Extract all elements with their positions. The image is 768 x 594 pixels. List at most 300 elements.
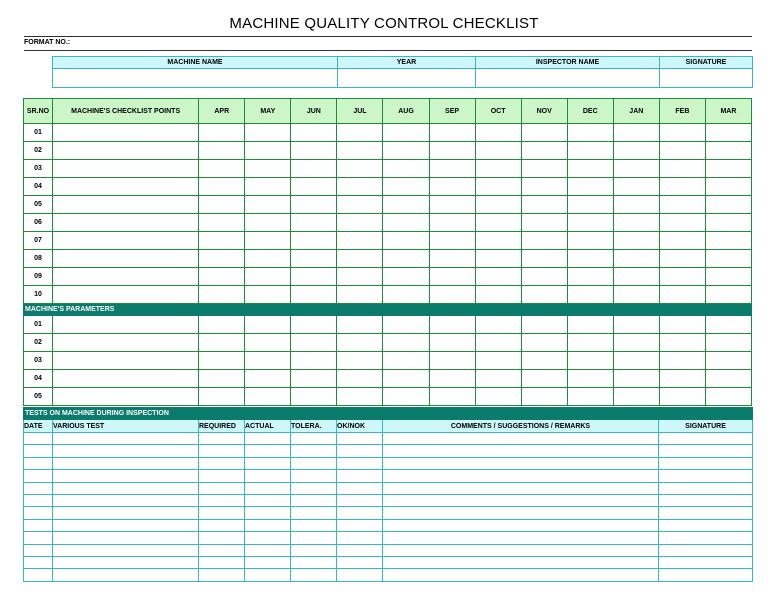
- parameter-cell-may[interactable]: [245, 316, 291, 334]
- checklist-cell-oct[interactable]: [475, 178, 521, 196]
- checklist-cell-oct[interactable]: [475, 232, 521, 250]
- checklist-cell-jun[interactable]: [291, 196, 337, 214]
- test-comments-cell[interactable]: [383, 433, 659, 445]
- checklist-cell-nov[interactable]: [521, 214, 567, 232]
- checklist-cell-oct[interactable]: [475, 142, 521, 160]
- parameter-cell-nov[interactable]: [521, 352, 567, 370]
- required-header: REQUIRED: [199, 420, 245, 433]
- test-various-test-cell[interactable]: [53, 457, 199, 469]
- checklist-cell-nov[interactable]: [521, 178, 567, 196]
- test-date-cell[interactable]: [24, 544, 53, 556]
- test-signature-cell[interactable]: [659, 532, 753, 544]
- parameter-cell-jan[interactable]: [613, 352, 659, 370]
- checklist-cell-feb[interactable]: [659, 268, 705, 286]
- test-actual-cell[interactable]: [245, 433, 291, 445]
- checklist-cell-sep[interactable]: [429, 286, 475, 304]
- parameter-cell-sep[interactable]: [429, 334, 475, 352]
- test-various-test-cell[interactable]: [53, 433, 199, 445]
- test-required-cell[interactable]: [199, 457, 245, 469]
- checklist-cell-apr[interactable]: [199, 124, 245, 142]
- checklist-cell-apr[interactable]: [199, 178, 245, 196]
- checklist-cell-aug[interactable]: [383, 232, 429, 250]
- checklist-cell-aug[interactable]: [383, 160, 429, 178]
- parameter-cell-oct[interactable]: [475, 316, 521, 334]
- checklist-cell-mar[interactable]: [705, 250, 751, 268]
- test-signature-cell[interactable]: [659, 482, 753, 494]
- checklist-cell-jan[interactable]: [613, 178, 659, 196]
- checklist-cell-mar[interactable]: [705, 232, 751, 250]
- checklist-cell-dec[interactable]: [567, 286, 613, 304]
- checklist-cell-nov[interactable]: [521, 124, 567, 142]
- test-comments-cell[interactable]: [383, 569, 659, 581]
- test-ok-nok-cell[interactable]: [337, 445, 383, 457]
- inspector-name-field[interactable]: [476, 69, 660, 88]
- parameter-point-cell[interactable]: [53, 352, 199, 370]
- checklist-cell-jul[interactable]: [337, 214, 383, 232]
- test-signature-cell[interactable]: [659, 470, 753, 482]
- checklist-cell-jul[interactable]: [337, 232, 383, 250]
- parameter-cell-nov[interactable]: [521, 388, 567, 406]
- parameter-cell-dec[interactable]: [567, 388, 613, 406]
- checklist-cell-oct[interactable]: [475, 160, 521, 178]
- test-tolerance-cell[interactable]: [291, 470, 337, 482]
- checklist-cell-feb[interactable]: [659, 286, 705, 304]
- test-required-cell[interactable]: [199, 532, 245, 544]
- test-actual-cell[interactable]: [245, 556, 291, 568]
- checklist-cell-jun[interactable]: [291, 232, 337, 250]
- checklist-point-cell[interactable]: [53, 196, 199, 214]
- parameter-cell-sep[interactable]: [429, 370, 475, 388]
- checklist-point-cell[interactable]: [53, 268, 199, 286]
- checklist-cell-mar[interactable]: [705, 214, 751, 232]
- test-required-cell[interactable]: [199, 445, 245, 457]
- test-tolerance-cell[interactable]: [291, 433, 337, 445]
- checklist-cell-sep[interactable]: [429, 160, 475, 178]
- parameter-cell-apr[interactable]: [199, 352, 245, 370]
- test-ok-nok-cell[interactable]: [337, 544, 383, 556]
- parameter-cell-sep[interactable]: [429, 352, 475, 370]
- parameter-cell-dec[interactable]: [567, 334, 613, 352]
- parameter-cell-jan[interactable]: [613, 316, 659, 334]
- checklist-cell-feb[interactable]: [659, 160, 705, 178]
- parameter-point-cell[interactable]: [53, 370, 199, 388]
- checklist-point-cell[interactable]: [53, 232, 199, 250]
- checklist-cell-jan[interactable]: [613, 232, 659, 250]
- checklist-cell-apr[interactable]: [199, 160, 245, 178]
- checklist-cell-jul[interactable]: [337, 196, 383, 214]
- parameter-cell-mar[interactable]: [705, 388, 751, 406]
- parameter-cell-feb[interactable]: [659, 334, 705, 352]
- checklist-cell-sep[interactable]: [429, 124, 475, 142]
- test-various-test-cell[interactable]: [53, 544, 199, 556]
- checklist-cell-may[interactable]: [245, 142, 291, 160]
- test-various-test-cell[interactable]: [53, 494, 199, 506]
- test-ok-nok-cell[interactable]: [337, 470, 383, 482]
- checklist-cell-jul[interactable]: [337, 250, 383, 268]
- test-various-test-cell[interactable]: [53, 470, 199, 482]
- parameter-cell-mar[interactable]: [705, 334, 751, 352]
- checklist-cell-jun[interactable]: [291, 142, 337, 160]
- checklist-cell-oct[interactable]: [475, 268, 521, 286]
- parameter-cell-mar[interactable]: [705, 316, 751, 334]
- test-comments-cell[interactable]: [383, 544, 659, 556]
- checklist-cell-aug[interactable]: [383, 268, 429, 286]
- checklist-point-cell[interactable]: [53, 178, 199, 196]
- test-actual-cell[interactable]: [245, 470, 291, 482]
- checklist-cell-jan[interactable]: [613, 268, 659, 286]
- signature-field[interactable]: [660, 69, 753, 88]
- checklist-point-cell[interactable]: [53, 214, 199, 232]
- checklist-cell-apr[interactable]: [199, 268, 245, 286]
- checklist-cell-jan[interactable]: [613, 124, 659, 142]
- test-tolerance-cell[interactable]: [291, 457, 337, 469]
- test-signature-cell[interactable]: [659, 494, 753, 506]
- test-actual-cell[interactable]: [245, 519, 291, 531]
- checklist-cell-may[interactable]: [245, 250, 291, 268]
- test-actual-cell[interactable]: [245, 544, 291, 556]
- test-comments-cell[interactable]: [383, 457, 659, 469]
- test-date-cell[interactable]: [24, 470, 53, 482]
- checklist-cell-sep[interactable]: [429, 214, 475, 232]
- checklist-cell-apr[interactable]: [199, 250, 245, 268]
- checklist-point-cell[interactable]: [53, 142, 199, 160]
- year-header: YEAR: [338, 57, 476, 69]
- test-required-cell[interactable]: [199, 494, 245, 506]
- test-comments-cell[interactable]: [383, 494, 659, 506]
- test-required-cell[interactable]: [199, 433, 245, 445]
- parameter-cell-nov[interactable]: [521, 334, 567, 352]
- parameter-cell-aug[interactable]: [383, 316, 429, 334]
- checklist-cell-apr[interactable]: [199, 214, 245, 232]
- checklist-cell-sep[interactable]: [429, 178, 475, 196]
- test-signature-cell[interactable]: [659, 507, 753, 519]
- checklist-cell-dec[interactable]: [567, 160, 613, 178]
- checklist-cell-jul[interactable]: [337, 178, 383, 196]
- checklist-cell-mar[interactable]: [705, 142, 751, 160]
- test-tolerance-cell[interactable]: [291, 519, 337, 531]
- test-ok-nok-cell[interactable]: [337, 556, 383, 568]
- parameter-cell-apr[interactable]: [199, 316, 245, 334]
- test-ok-nok-cell[interactable]: [337, 494, 383, 506]
- checklist-point-cell[interactable]: [53, 250, 199, 268]
- test-signature-cell[interactable]: [659, 519, 753, 531]
- parameter-cell-aug[interactable]: [383, 334, 429, 352]
- checklist-cell-aug[interactable]: [383, 250, 429, 268]
- test-date-cell[interactable]: [24, 457, 53, 469]
- checklist-cell-jun[interactable]: [291, 214, 337, 232]
- test-tolerance-cell[interactable]: [291, 445, 337, 457]
- parameter-cell-sep[interactable]: [429, 388, 475, 406]
- test-required-cell[interactable]: [199, 507, 245, 519]
- test-comments-cell[interactable]: [383, 556, 659, 568]
- parameter-cell-jun[interactable]: [291, 316, 337, 334]
- test-ok-nok-cell[interactable]: [337, 457, 383, 469]
- test-actual-cell[interactable]: [245, 445, 291, 457]
- test-required-cell[interactable]: [199, 556, 245, 568]
- checklist-cell-aug[interactable]: [383, 142, 429, 160]
- parameter-cell-nov[interactable]: [521, 316, 567, 334]
- checklist-cell-aug[interactable]: [383, 178, 429, 196]
- checklist-cell-feb[interactable]: [659, 124, 705, 142]
- checklist-cell-apr[interactable]: [199, 196, 245, 214]
- checklist-cell-oct[interactable]: [475, 250, 521, 268]
- checklist-cell-jan[interactable]: [613, 214, 659, 232]
- parameter-cell-may[interactable]: [245, 370, 291, 388]
- test-date-cell[interactable]: [24, 445, 53, 457]
- test-various-test-cell[interactable]: [53, 507, 199, 519]
- parameter-cell-oct[interactable]: [475, 370, 521, 388]
- test-required-cell[interactable]: [199, 470, 245, 482]
- parameter-cell-may[interactable]: [245, 388, 291, 406]
- test-tolerance-cell[interactable]: [291, 556, 337, 568]
- checklist-cell-oct[interactable]: [475, 196, 521, 214]
- parameter-cell-jul[interactable]: [337, 388, 383, 406]
- checklist-cell-sep[interactable]: [429, 268, 475, 286]
- parameter-point-cell[interactable]: [53, 388, 199, 406]
- test-various-test-cell[interactable]: [53, 519, 199, 531]
- checklist-cell-jun[interactable]: [291, 178, 337, 196]
- checklist-cell-jun[interactable]: [291, 286, 337, 304]
- checklist-point-cell[interactable]: [53, 160, 199, 178]
- checklist-cell-sep[interactable]: [429, 196, 475, 214]
- test-various-test-cell[interactable]: [53, 556, 199, 568]
- test-actual-cell[interactable]: [245, 569, 291, 581]
- test-ok-nok-cell[interactable]: [337, 519, 383, 531]
- test-signature-cell[interactable]: [659, 544, 753, 556]
- checklist-cell-sep[interactable]: [429, 232, 475, 250]
- parameter-cell-jan[interactable]: [613, 388, 659, 406]
- checklist-cell-may[interactable]: [245, 214, 291, 232]
- checklist-cell-jun[interactable]: [291, 124, 337, 142]
- parameter-cell-dec[interactable]: [567, 370, 613, 388]
- year-field[interactable]: [338, 69, 476, 88]
- checklist-cell-dec[interactable]: [567, 142, 613, 160]
- parameter-point-cell[interactable]: [53, 334, 199, 352]
- parameter-cell-jul[interactable]: [337, 352, 383, 370]
- checklist-cell-may[interactable]: [245, 268, 291, 286]
- checklist-cell-may[interactable]: [245, 124, 291, 142]
- checklist-cell-mar[interactable]: [705, 268, 751, 286]
- parameter-cell-nov[interactable]: [521, 370, 567, 388]
- checklist-cell-oct[interactable]: [475, 124, 521, 142]
- parameter-row: [24, 316, 752, 334]
- test-various-test-cell[interactable]: [53, 445, 199, 457]
- parameter-cell-may[interactable]: [245, 352, 291, 370]
- checklist-cell-jul[interactable]: [337, 268, 383, 286]
- checklist-cell-dec[interactable]: [567, 214, 613, 232]
- parameter-cell-feb[interactable]: [659, 370, 705, 388]
- parameter-cell-oct[interactable]: [475, 352, 521, 370]
- parameter-cell-jul[interactable]: [337, 370, 383, 388]
- test-signature-cell[interactable]: [659, 433, 753, 445]
- parameter-cell-aug[interactable]: [383, 370, 429, 388]
- checklist-cell-jan[interactable]: [613, 160, 659, 178]
- parameter-cell-apr[interactable]: [199, 370, 245, 388]
- test-tolerance-cell[interactable]: [291, 544, 337, 556]
- parameter-cell-jun[interactable]: [291, 334, 337, 352]
- test-ok-nok-cell[interactable]: [337, 482, 383, 494]
- test-tolerance-cell[interactable]: [291, 569, 337, 581]
- checklist-cell-dec[interactable]: [567, 250, 613, 268]
- checklist-cell-mar[interactable]: [705, 286, 751, 304]
- checklist-cell-feb[interactable]: [659, 142, 705, 160]
- test-tolerance-cell[interactable]: [291, 532, 337, 544]
- checklist-cell-feb[interactable]: [659, 196, 705, 214]
- parameter-cell-jul[interactable]: [337, 316, 383, 334]
- parameter-cell-dec[interactable]: [567, 352, 613, 370]
- parameter-cell-aug[interactable]: [383, 352, 429, 370]
- test-actual-cell[interactable]: [245, 482, 291, 494]
- test-comments-cell[interactable]: [383, 532, 659, 544]
- checklist-cell-oct[interactable]: [475, 286, 521, 304]
- parameter-cell-feb[interactable]: [659, 316, 705, 334]
- test-ok-nok-cell[interactable]: [337, 532, 383, 544]
- test-signature-cell[interactable]: [659, 556, 753, 568]
- test-various-test-cell[interactable]: [53, 532, 199, 544]
- checklist-cell-dec[interactable]: [567, 178, 613, 196]
- checklist-cell-jun[interactable]: [291, 160, 337, 178]
- test-actual-cell[interactable]: [245, 494, 291, 506]
- checklist-cell-apr[interactable]: [199, 286, 245, 304]
- checklist-cell-dec[interactable]: [567, 196, 613, 214]
- checklist-cell-nov[interactable]: [521, 286, 567, 304]
- test-required-cell[interactable]: [199, 544, 245, 556]
- checklist-cell-aug[interactable]: [383, 124, 429, 142]
- test-tolerance-cell[interactable]: [291, 494, 337, 506]
- test-comments-cell[interactable]: [383, 519, 659, 531]
- parameter-cell-may[interactable]: [245, 334, 291, 352]
- test-date-cell[interactable]: [24, 494, 53, 506]
- parameter-point-cell[interactable]: [53, 316, 199, 334]
- parameter-number: 03: [24, 352, 53, 370]
- test-comments-cell[interactable]: [383, 507, 659, 519]
- parameter-cell-apr[interactable]: [199, 334, 245, 352]
- test-comments-cell[interactable]: [383, 470, 659, 482]
- checklist-cell-feb[interactable]: [659, 178, 705, 196]
- test-signature-cell[interactable]: [659, 445, 753, 457]
- checklist-cell-jan[interactable]: [613, 196, 659, 214]
- checklist-cell-jan[interactable]: [613, 142, 659, 160]
- parameter-cell-mar[interactable]: [705, 370, 751, 388]
- test-date-cell[interactable]: [24, 482, 53, 494]
- test-actual-cell[interactable]: [245, 532, 291, 544]
- checklist-cell-may[interactable]: [245, 286, 291, 304]
- test-required-cell[interactable]: [199, 482, 245, 494]
- parameter-cell-jun[interactable]: [291, 370, 337, 388]
- checklist-cell-may[interactable]: [245, 160, 291, 178]
- checklist-cell-jul[interactable]: [337, 160, 383, 178]
- checklist-cell-feb[interactable]: [659, 232, 705, 250]
- test-various-test-cell[interactable]: [53, 569, 199, 581]
- checklist-cell-aug[interactable]: [383, 286, 429, 304]
- test-required-cell[interactable]: [199, 569, 245, 581]
- checklist-number: 06: [24, 214, 53, 232]
- parameter-cell-jan[interactable]: [613, 334, 659, 352]
- checklist-cell-nov[interactable]: [521, 142, 567, 160]
- checklist-cell-apr[interactable]: [199, 232, 245, 250]
- checklist-cell-oct[interactable]: [475, 214, 521, 232]
- test-date-cell[interactable]: [24, 532, 53, 544]
- checklist-cell-aug[interactable]: [383, 214, 429, 232]
- parameter-cell-oct[interactable]: [475, 388, 521, 406]
- test-comments-cell[interactable]: [383, 482, 659, 494]
- checklist-cell-mar[interactable]: [705, 160, 751, 178]
- checklist-cell-may[interactable]: [245, 196, 291, 214]
- test-various-test-cell[interactable]: [53, 482, 199, 494]
- test-tolerance-cell[interactable]: [291, 482, 337, 494]
- checklist-cell-dec[interactable]: [567, 124, 613, 142]
- parameter-cell-jul[interactable]: [337, 334, 383, 352]
- parameter-cell-jun[interactable]: [291, 352, 337, 370]
- checklist-point-cell[interactable]: [53, 124, 199, 142]
- test-date-cell[interactable]: [24, 556, 53, 568]
- checklist-cell-nov[interactable]: [521, 196, 567, 214]
- machine-name-field[interactable]: [53, 69, 338, 88]
- parameter-cell-sep[interactable]: [429, 316, 475, 334]
- parameter-cell-apr[interactable]: [199, 388, 245, 406]
- test-signature-cell[interactable]: [659, 457, 753, 469]
- test-actual-cell[interactable]: [245, 507, 291, 519]
- test-comments-cell[interactable]: [383, 445, 659, 457]
- parameter-cell-jun[interactable]: [291, 388, 337, 406]
- test-date-cell[interactable]: [24, 519, 53, 531]
- checklist-cell-nov[interactable]: [521, 250, 567, 268]
- checklist-cell-mar[interactable]: [705, 124, 751, 142]
- test-required-cell[interactable]: [199, 519, 245, 531]
- parameter-cell-dec[interactable]: [567, 316, 613, 334]
- checklist-cell-jun[interactable]: [291, 250, 337, 268]
- parameter-cell-jan[interactable]: [613, 370, 659, 388]
- parameter-cell-feb[interactable]: [659, 352, 705, 370]
- checklist-cell-nov[interactable]: [521, 232, 567, 250]
- checklist-cell-mar[interactable]: [705, 178, 751, 196]
- checklist-cell-jun[interactable]: [291, 268, 337, 286]
- test-ok-nok-cell[interactable]: [337, 569, 383, 581]
- checklist-cell-jan[interactable]: [613, 286, 659, 304]
- test-date-cell[interactable]: [24, 433, 53, 445]
- checklist-cell-may[interactable]: [245, 232, 291, 250]
- test-date-cell[interactable]: [24, 507, 53, 519]
- checklist-cell-jul[interactable]: [337, 124, 383, 142]
- checklist-cell-dec[interactable]: [567, 232, 613, 250]
- checklist-cell-feb[interactable]: [659, 214, 705, 232]
- parameter-cell-oct[interactable]: [475, 334, 521, 352]
- test-signature-cell[interactable]: [659, 569, 753, 581]
- test-date-cell[interactable]: [24, 569, 53, 581]
- checklist-cell-feb[interactable]: [659, 250, 705, 268]
- checklist-cell-nov[interactable]: [521, 268, 567, 286]
- checklist-cell-sep[interactable]: [429, 250, 475, 268]
- test-ok-nok-cell[interactable]: [337, 507, 383, 519]
- checklist-point-cell[interactable]: [53, 286, 199, 304]
- parameter-cell-mar[interactable]: [705, 352, 751, 370]
- parameter-cell-feb[interactable]: [659, 388, 705, 406]
- checklist-cell-may[interactable]: [245, 178, 291, 196]
- checklist-cell-aug[interactable]: [383, 196, 429, 214]
- checklist-cell-dec[interactable]: [567, 268, 613, 286]
- checklist-cell-jan[interactable]: [613, 250, 659, 268]
- parameter-cell-aug[interactable]: [383, 388, 429, 406]
- checklist-cell-jul[interactable]: [337, 142, 383, 160]
- test-ok-nok-cell[interactable]: [337, 433, 383, 445]
- checklist-cell-apr[interactable]: [199, 142, 245, 160]
- test-tolerance-cell[interactable]: [291, 507, 337, 519]
- checklist-cell-mar[interactable]: [705, 196, 751, 214]
- checklist-cell-sep[interactable]: [429, 142, 475, 160]
- checklist-cell-nov[interactable]: [521, 160, 567, 178]
- checklist-cell-jul[interactable]: [337, 286, 383, 304]
- test-actual-cell[interactable]: [245, 457, 291, 469]
